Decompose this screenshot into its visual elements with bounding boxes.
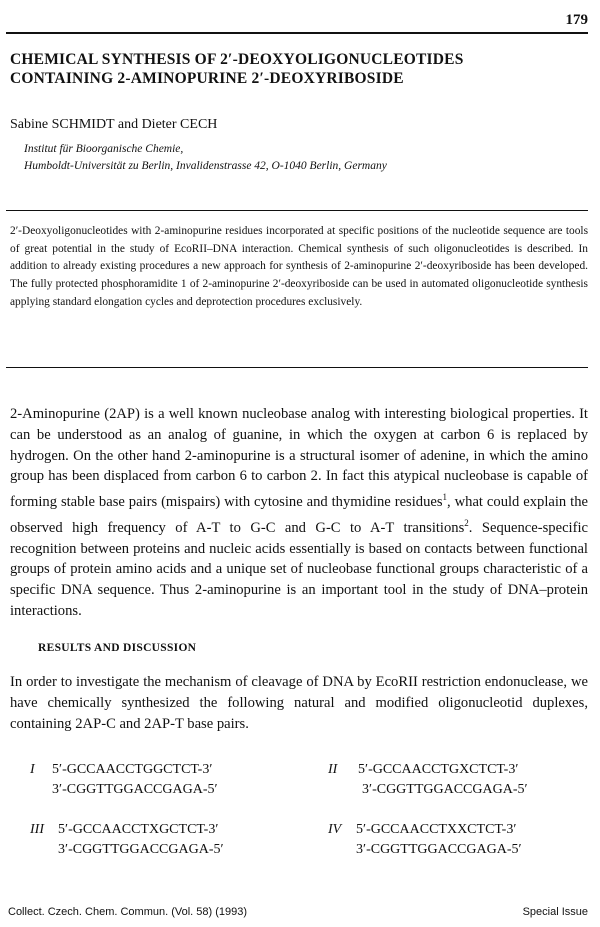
abstract: 2′-Deoxyoligonucleotides with 2-aminopurine residues incorporated at specific positions of the nucleotide sequence are tools of great potential in the study of EcoRII–DNA interaction. Chemical synthesis of such oligonucleotides is described. In addition to already existing procedures a new approach for synthesis of 2-aminopurine 2′-deoxyriboside has been developed. The fully protected phosphoramidite 1 of 2-aminopurine 2′-deoxyriboside can be used in automated oligonucleotide synthesis applying standard elongation cycles and deprotection procedures exclusively. (10, 225, 588, 308)
duplex-bottom-strand: 3′-CGGTTGGACCGAGA-5′ (52, 782, 218, 797)
title-line-1: CHEMICAL SYNTHESIS OF 2′-DEOXYOLIGONUCLEOTIDES (10, 51, 464, 68)
duplex-bottom-strand: 3′-CGGTTGGACCGAGA-5′ (356, 842, 522, 857)
duplex-bottom-strand: 3′-CGGTTGGACCGAGA-5′ (362, 782, 528, 797)
paper-title (10, 50, 570, 88)
intro-text-1: 2-Aminopurine (2AP) is a well known nucleobase analog with interesting biological properties. It can be understood as an analog of guanine, in which the oxygen at carbon 6 is replaced by hydrogen. On the other hand 2-aminopurine is a structural isomer of adenine, in which the amino group has been displaced from carbon 6 to carbon 2. In fact this atypical nucleobase is capable of forming stable base pairs (mispairs) with cytosine and thymidine residues (10, 406, 588, 511)
section-heading: RESULTS AND DISCUSSION (38, 642, 197, 654)
affiliation (24, 141, 387, 175)
authors: Sabine SCHMIDT and Dieter CECH (10, 117, 218, 132)
duplex-label: IV (328, 822, 342, 837)
affiliation-line-1: Institut für Bioorganische Chemie, (24, 143, 184, 155)
abstract-bottom-rule (6, 367, 588, 368)
intro-paragraph (10, 404, 588, 622)
intro-text-2: , what could explain the observed high frequency of A-T to G-C and G-C to A-T transitions (10, 494, 588, 536)
affiliation-line-2: Humboldt-Universität zu Berlin, Invalidenstrasse 42, O-1040 Berlin, Germany (24, 160, 387, 172)
duplex-label: III (30, 822, 44, 837)
duplex-label: I (30, 762, 35, 777)
abstract-top-rule (6, 210, 588, 211)
duplex-top-strand: 5′-GCCAACCTXXCTCT-3′ (356, 822, 517, 837)
page-number: 179 (565, 12, 588, 28)
duplex-top-strand: 5′-GCCAACCTGXCTCT-3′ (358, 762, 519, 777)
journal-citation: Collect. Czech. Chem. Commun. (Vol. 58) (1993) (8, 906, 248, 918)
reference-1: 1 (442, 492, 448, 503)
duplex-bottom-strand: 3′-CGGTTGGACCGAGA-5′ (58, 842, 224, 857)
title-line-2: CONTAINING 2-AMINOPURINE 2′-DEOXYRIBOSIDE (10, 70, 404, 87)
issue-label: Special Issue (522, 906, 588, 918)
header-rule (6, 32, 588, 34)
reference-2: 2 (464, 517, 469, 528)
duplex-top-strand: 5′-GCCAACCTXGCTCT-3′ (58, 822, 219, 837)
duplex-label: II (328, 762, 338, 777)
intro-text-3: . Sequence-specific recognition between proteins and nucleic acids essentially is based on contacts between functional groups of protein amino acids and a unique set of nucleobase functional groups characteristic of a specific DNA sequence. Thus 2-aminopurine is an important tool in the study of DNA–protein interactions. (10, 519, 589, 619)
results-paragraph: In order to investigate the mechanism of cleavage of DNA by EcoRII restriction endonuclease, we have chemically synthesized the following natural and modified oligonucleotid duplexes, containing 2AP-C and 2AP-T base pairs. (10, 674, 588, 732)
duplex-top-strand: 5′-GCCAACCTGGCTCT-3′ (52, 762, 213, 777)
